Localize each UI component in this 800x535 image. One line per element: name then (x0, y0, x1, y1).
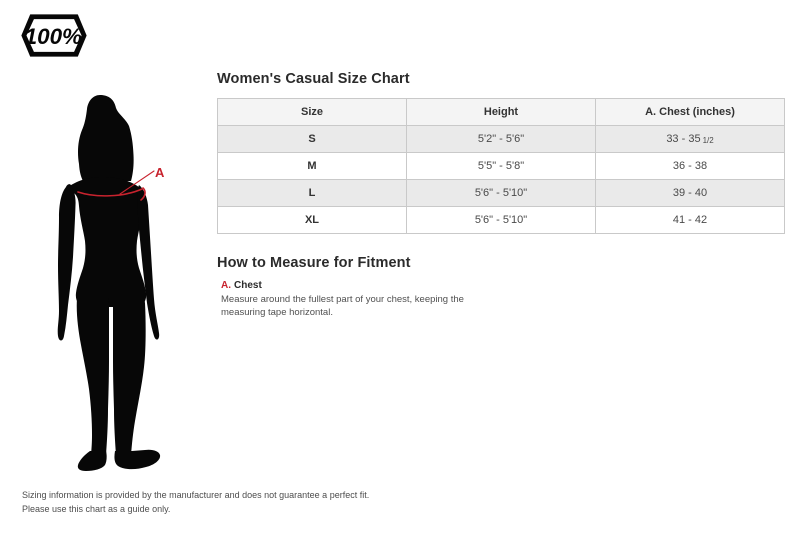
table-row (218, 126, 785, 153)
measure-point-label: A (155, 165, 165, 180)
left-leg-shape (77, 298, 109, 455)
main-content (217, 71, 788, 320)
measure-item-key: A. (221, 280, 231, 291)
cell-size: XL (218, 207, 407, 234)
left-arm-shape (58, 184, 76, 340)
woman-silhouette (58, 95, 160, 471)
cell-height: 5'6" - 5'10" (407, 207, 596, 234)
chest-value: 33 - 35 (666, 133, 701, 145)
measure-item-heading (221, 280, 788, 291)
disclaimer-line-2: Please use this chart as a guide only. (22, 503, 171, 514)
measure-item-chest (217, 280, 788, 320)
measure-item-description: Measure around the fullest part of your chest, keeping the measuring tape horizontal. (221, 294, 464, 319)
table-row (218, 207, 785, 234)
table-row (218, 180, 785, 207)
cell-height: 5'2" - 5'6" (407, 126, 596, 153)
cell-chest (596, 126, 785, 153)
cell-size: L (218, 180, 407, 207)
cell-height: 5'6" - 5'10" (407, 180, 596, 207)
chest-value: 41 - 42 (672, 214, 708, 226)
table-row (218, 153, 785, 180)
cell-chest (596, 207, 785, 234)
right-foot-shape (114, 450, 160, 469)
column-header-height: Height (407, 99, 596, 126)
brand-logo-icon (20, 13, 88, 58)
size-table-body (218, 126, 785, 234)
cell-size: S (218, 126, 407, 153)
size-chart-table (217, 98, 785, 234)
disclaimer-footer (22, 489, 369, 516)
hair-shape (78, 95, 134, 181)
logo-text: 100% (24, 24, 83, 49)
cell-chest (596, 180, 785, 207)
woman-silhouette-figure (46, 93, 176, 473)
column-header-size: Size (218, 99, 407, 126)
cell-size: M (218, 153, 407, 180)
left-foot-shape (78, 451, 107, 471)
page-title: Women's Casual Size Chart (217, 71, 410, 87)
right-leg-shape (113, 298, 146, 455)
chest-value: 36 - 38 (672, 160, 708, 172)
measure-item-name: Chest (234, 280, 262, 291)
size-table-header (218, 99, 785, 126)
measure-section-title: How to Measure for Fitment (217, 255, 411, 271)
cell-chest (596, 153, 785, 180)
header-row (218, 99, 785, 126)
disclaimer-line-1: Sizing information is provided by the manufacturer and does not guarantee a perfect fit. (22, 490, 370, 500)
column-header-chest: A. Chest (inches) (596, 99, 785, 126)
chest-fraction: 1/2 (702, 136, 714, 145)
chest-value: 39 - 40 (672, 187, 708, 199)
cell-height: 5'5" - 5'8" (407, 153, 596, 180)
